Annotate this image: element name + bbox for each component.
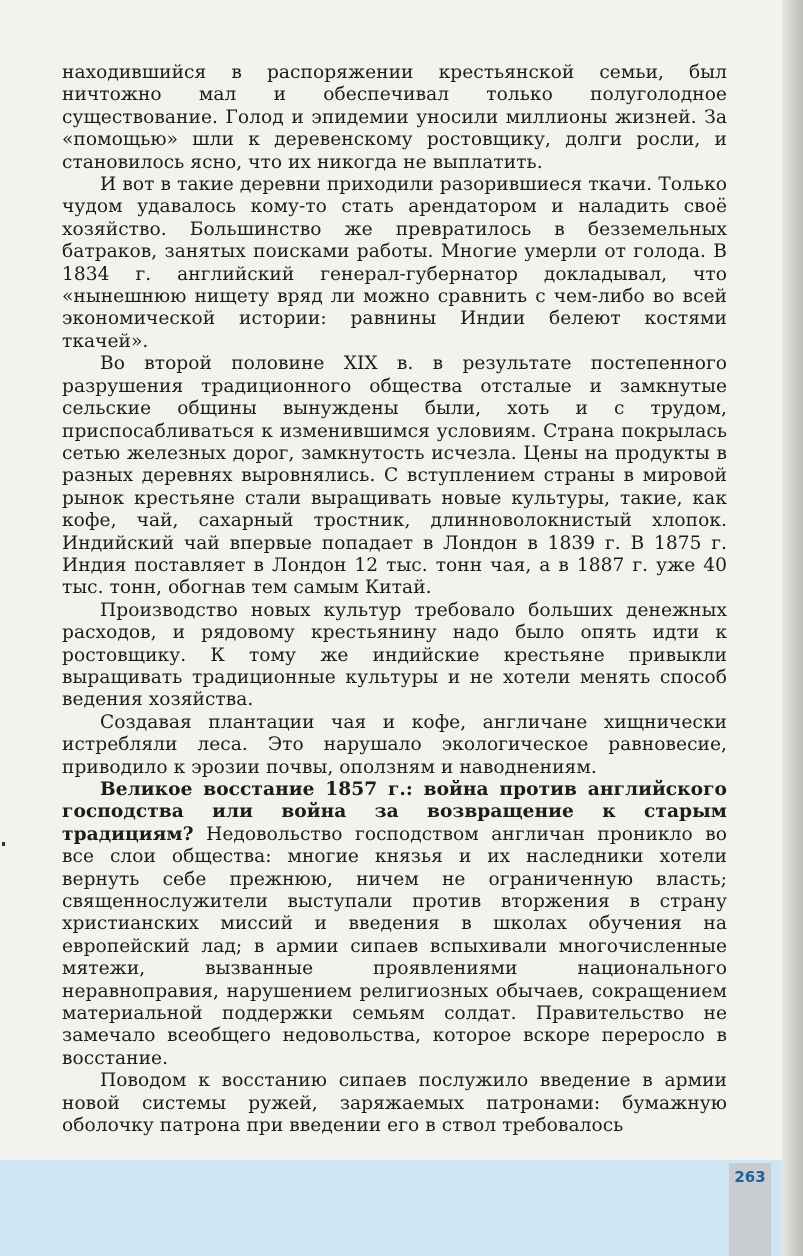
paragraph-6-text: Недовольство господством англичан проникло во все слои общества: многие князья и их наследники хотели вернуть себе прежнюю, ничем не ограниченную власть; священнослужители выступали против вторжения в страну христианских миссий и введения в школах обучения на европейский лад; в армии сипаев вспыхивали многочисленные мятежи, вызванные проявлениями национального неравноправия, нарушением религиозных обычаев, сокращением материальной поддержки семьям солдат. Правительство не замечало всеобщего недовольства, которое вскоре переросло в восстание. [62, 823, 727, 1069]
paragraph-1: находившийся в распоряжении крестьянской семьи, был ничтожно мал и обеспечивал только полуголодное существование. Голод и эпидемии уносили миллионы жизней. За «помощью» шли к деревенскому ростовщику, долги росли, и становилось ясно, что их никогда не выплатить. [62, 62, 727, 173]
binding-shadow [782, 0, 803, 1256]
footer-band [0, 1160, 803, 1256]
paragraph-2: И вот в такие деревни приходили разорившиеся ткачи. Только чудом удавалось кому-то стать арендатором и наладить своё хозяйство. Большинство же превратилось в безземельных батраков, занятых поисками работы. Многие умерли от голода. В 1834 г. английский генерал-губернатор докладывал, что «нынешнюю нищету вряд ли можно сравнить с чем-либо во всей экономической истории: равнины Индии белеют костями ткачей». [62, 174, 727, 352]
margin-mark [2, 842, 5, 846]
paragraph-4: Производство новых культур требовало больших денежных расходов, и рядовому крестьянину надо было опять идти к ростовщику. К тому же индийские крестьяне привыкли выращивать традиционные культуры и не хотели менять способ ведения хозяйства. [62, 599, 727, 711]
text-column [62, 62, 727, 1138]
paragraph-6 [62, 779, 727, 1070]
paragraph-7: Поводом к восстанию сипаев послужило введение в армии новой системы ружей, заряжаемых патронами: бумажную оболочку патрона при введении его в ствол требовалось [62, 1070, 727, 1137]
paragraph-3: Во второй половине XIX в. в результате постепенного разрушения традиционного общества отсталые и замкнутые сельские общины вынуждены были, хоть и с трудом, приспосабливаться к изменившимся условиям. Страна покрылась сетью железных дорог, замкнутость исчезла. Цены на продукты в разных деревнях выровнялись. С вступлением страны в мировой рынок крестьяне стали выращивать новые культуры, такие, как кофе, чай, сахарный тростник, длинноволокнистый хлопок. Индийский чай впервые попадает в Лондон в 1839 г. В 1875 г. Индия поставляет в Лондон 12 тыс. тонн чая, а в 1887 г. уже 40 тыс. тонн, обогнав тем самым Китай. [62, 353, 727, 599]
paragraph-5: Создавая плантации чая и кофе, англичане хищнически истребляли леса. Это нарушало экологическое равновесие, приводило к эрозии почвы, оползням и наводнениям. [62, 711, 727, 778]
section-heading: Великое восстание 1857 г.: война против английского господства или война за возвращение к старым традициям? [62, 779, 727, 845]
page-number: 263 [734, 1168, 766, 1186]
